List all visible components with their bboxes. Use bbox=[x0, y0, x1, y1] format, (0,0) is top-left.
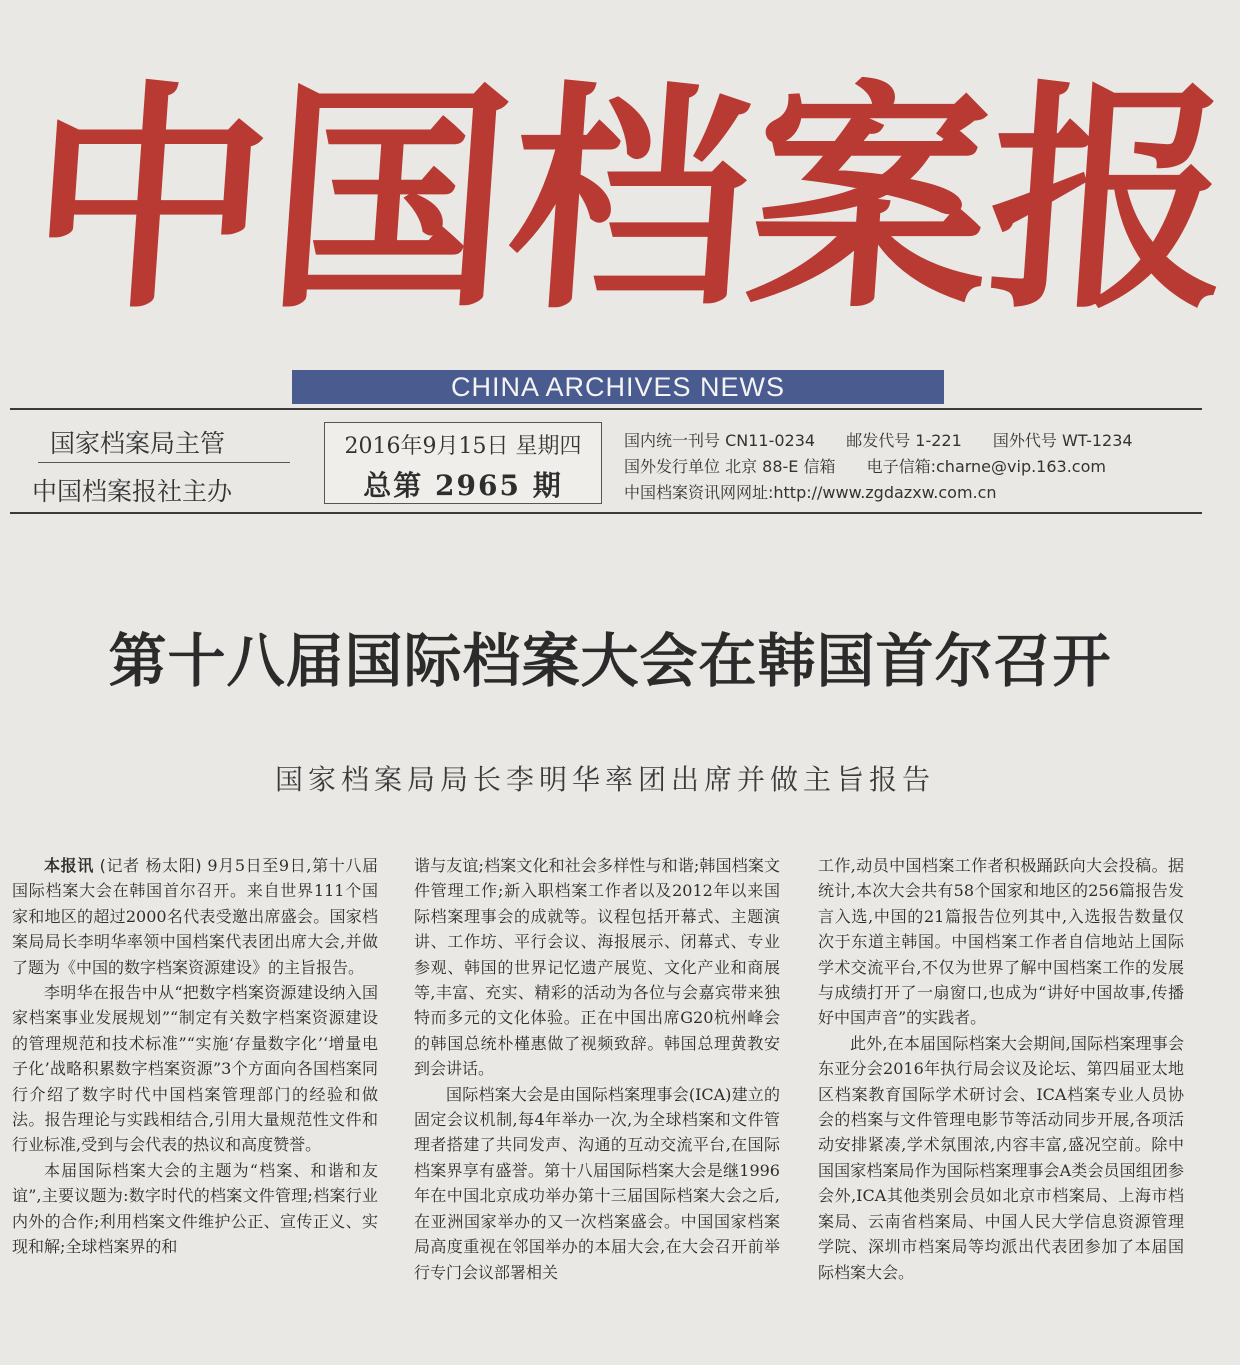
top-rule bbox=[10, 408, 1202, 410]
website-url: 中国档案资讯网网址:http://www.zgdazxw.com.cn bbox=[624, 483, 997, 502]
supervisor-text: 国家档案局主管 bbox=[50, 429, 226, 458]
sponsor-text: 中国档案报社主办 bbox=[32, 477, 233, 506]
registration-info bbox=[624, 428, 1204, 506]
lead-label: 本报讯 bbox=[44, 856, 94, 875]
article-subhead: 国家档案局局长李明华率团出席并做主旨报告 bbox=[274, 763, 935, 796]
article-headline: 第十八届国际档案大会在韩国首尔召开 bbox=[108, 627, 1112, 695]
article-column-3 bbox=[818, 853, 1184, 1285]
title-char: 国 bbox=[260, 59, 520, 341]
overseas-distributor: 国外发行单位 北京 88-E 信箱 bbox=[624, 457, 836, 476]
paragraph: 国际档案大会是由国际档案理事会(ICA)建立的固定会议机制,每4年举办一次,为全球档案和文件管理者搭建了共同发声、沟通的互动交流平台,在国际档案界享有盛誉。第十八届国际档案大会是继1996年在中国北京成功举办第十三届国际档案大会之后,在亚洲国家举办的又一次档案盛会。中国国家档案局高度重视在邻国举办的本届大会,在大会召开前举行专门会议部署相关 bbox=[414, 1084, 780, 1282]
paragraph: 李明华在报告中从“把数字档案资源建设纳入国家档案事业发展规划”“制定有关数字档案资源建设的管理规范和技术标准”“实施‘存量数字化’‘增量电子化’战略积累数字档案资源”3个方面向各国档案同行介绍了数字时代中国档案管理部门的经验和做法。报告理论与实践相结合,引用大量规范性文件和行业标准,受到与会代表的热议和高度赞誉。 bbox=[12, 983, 378, 1155]
paragraph: 本届国际档案大会的主题为“档案、和谐和友谊”,主要议题为:数字时代的档案文件管理;档案行业内外的合作;利用档案文件维护公正、宣传正义、实现和解;全球档案界的和 bbox=[12, 1160, 378, 1257]
masthead bbox=[0, 0, 1240, 410]
date-issue-box bbox=[324, 422, 602, 504]
foreign-code: 国外代号 WT-1234 bbox=[992, 431, 1133, 450]
bottom-rule bbox=[10, 512, 1202, 514]
paragraph: 谐与友谊;档案文化和社会多样性与和谐;韩国档案文件管理工作;新入职档案工作者以及2012年以来国际档案理事会的成就等。议程包括开幕式、主题演讲、工作坊、平行会议、海报展示、闭幕式、专业参观、韩国的世界记忆遗产展览、文化产业和商展等,丰富、充实、精彩的活动为各位与会嘉宾带来独特而多元的文化体验。正在中国出席G20杭州峰会的韩国总统朴槿惠做了视频致辞。韩国总理黄教安到会讲话。 bbox=[414, 856, 780, 1079]
cn-number: 国内统一刊号 CN11-0234 bbox=[624, 431, 816, 450]
issue-date: 2016年9月15日 星期四 bbox=[344, 434, 582, 459]
issue-number: 总第 2965 期 bbox=[363, 469, 563, 502]
publisher-info bbox=[10, 418, 300, 510]
newspaper-title bbox=[20, 40, 1240, 360]
paragraph: 9月5日至9日,第十八届国际档案大会在韩国首尔召开。来自世界111个国家和地区的超过2000名代表受邀出席盛会。国家档案局局长李明华率领中国档案代表团出席大会,并做了题为《中国的数字档案资源建设》的主旨报告。 bbox=[12, 856, 378, 977]
divider bbox=[38, 462, 290, 463]
paragraph: 此外,在本届国际档案大会期间,国际档案理事会东亚分会2016年执行局会议及论坛、第四届亚太地区档案教育国际学术研讨会、ICA档案专业人员协会的档案与文件管理电影节等活动同步开展,各项活动安排紧凑,学术氛围浓,内容丰富,盛况空前。除中国国家档案局作为国际档案理事会A类会员国组团参会外,ICA其他类别会员如北京市档案局、上海市档案局、云南省档案局、中国人民大学信息资源管理学院、深圳市档案局等均派出代表团参加了本届国际档案大会。 bbox=[818, 1033, 1184, 1282]
postal-code: 邮发代号 1-221 bbox=[846, 431, 962, 450]
title-char: 档 bbox=[500, 59, 760, 341]
paragraph: 工作,动员中国档案工作者积极踊跃向大会投稿。据统计,本次大会共有58个国家和地区的256篇报告发言入选,中国的21篇报告位列其中,入选报告数量仅次于东道主韩国。中国档案工作者自信地站上国际学术交流平台,不仅为世界了解中国档案工作的发展与成绩打开了一扇窗口,也成为“讲好中国故事,传播好中国声音”的实践者。 bbox=[818, 856, 1184, 1028]
article-column-2 bbox=[414, 853, 780, 1285]
title-char: 报 bbox=[980, 59, 1240, 341]
title-char: 中 bbox=[20, 59, 280, 341]
english-name-band: CHINA ARCHIVES NEWS bbox=[292, 370, 944, 404]
title-char: 案 bbox=[740, 59, 1000, 341]
article-column-1 bbox=[12, 853, 378, 1260]
byline: (记者 杨太阳) bbox=[99, 856, 202, 875]
email-address: 电子信箱:charne@vip.163.com bbox=[866, 457, 1106, 476]
